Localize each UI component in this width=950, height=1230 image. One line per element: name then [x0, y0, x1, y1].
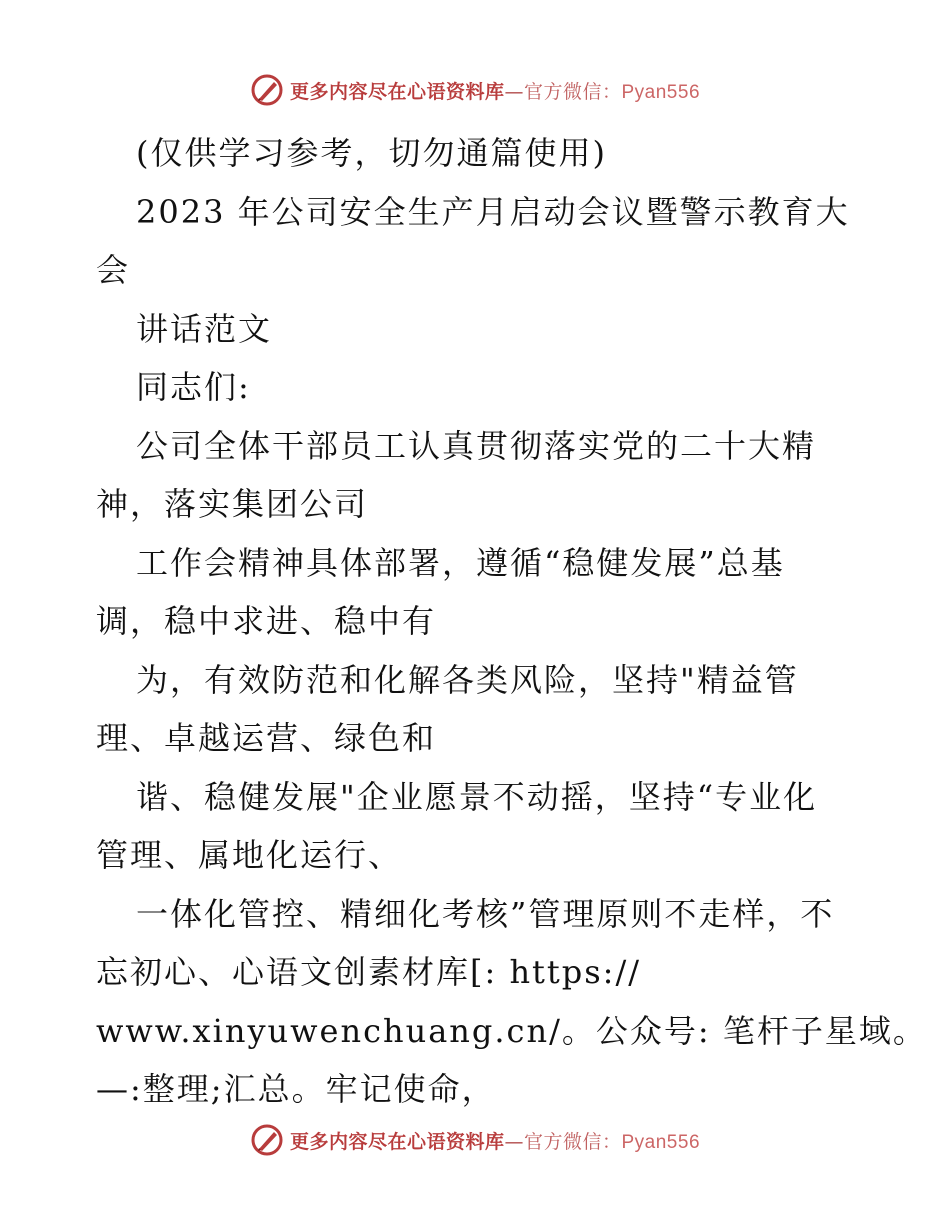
- document-body: [96, 124, 927, 1119]
- watermark-separator: —: [504, 80, 524, 103]
- watermark-site-name: 更多内容尽在心语资料库: [289, 1130, 505, 1153]
- watermark-wechat-id: Pyan556: [621, 81, 701, 103]
- title-line-2: 会: [96, 251, 131, 289]
- body-line: —:整理;汇总。牢记使命，: [96, 1070, 496, 1108]
- salutation-line: 同志们:: [136, 368, 251, 406]
- watermark-text: [290, 77, 700, 104]
- title-line-1: 2023 年公司安全生产月启动会议暨警示教育大: [136, 192, 850, 231]
- disclaimer-line: (仅供学习参考，切勿通篇使用): [136, 134, 607, 172]
- watermark-wechat-id: Pyan556: [621, 1131, 701, 1153]
- body-line: 管理、属地化运行、: [96, 836, 403, 874]
- footer-watermark-banner: [0, 1120, 950, 1160]
- body-line: 忘初心、心语文创素材库[: https://: [96, 953, 642, 991]
- watermark-wechat-label: 官方微信：: [523, 80, 622, 103]
- watermark-text: [290, 1127, 700, 1154]
- quill-logo-icon: [250, 1123, 284, 1157]
- subtitle-line: 讲话范文: [136, 309, 273, 348]
- watermark-wechat-label: 官方微信：: [523, 1130, 622, 1153]
- body-line: 为，有效防范和化解各类风险，坚持"精益管: [136, 660, 799, 699]
- header-watermark-banner: [0, 70, 950, 110]
- body-line: 调，稳中求进、稳中有: [96, 602, 437, 640]
- quill-logo-icon: [250, 73, 284, 107]
- body-line: 谐、稳健发展"企业愿景不动摇，坚持“专业化: [136, 777, 818, 816]
- body-line: 神，落实集团公司: [96, 485, 369, 523]
- body-line: 工作会精神具体部署，遵循“稳健发展”总基: [136, 543, 785, 582]
- body-line: 一体化管控、精细化考核”管理原则不走样，不: [136, 894, 835, 933]
- watermark-site-name: 更多内容尽在心语资料库: [289, 80, 505, 103]
- watermark-separator: —: [504, 1130, 524, 1153]
- body-line: www.xinyuwenchuang.cn/。公众号: 笔杆子星域。: [96, 1011, 927, 1050]
- body-line: 理、卓越运营、绿色和: [96, 719, 437, 757]
- body-line: 公司全体干部员工认真贯彻落实党的二十大精: [136, 426, 817, 465]
